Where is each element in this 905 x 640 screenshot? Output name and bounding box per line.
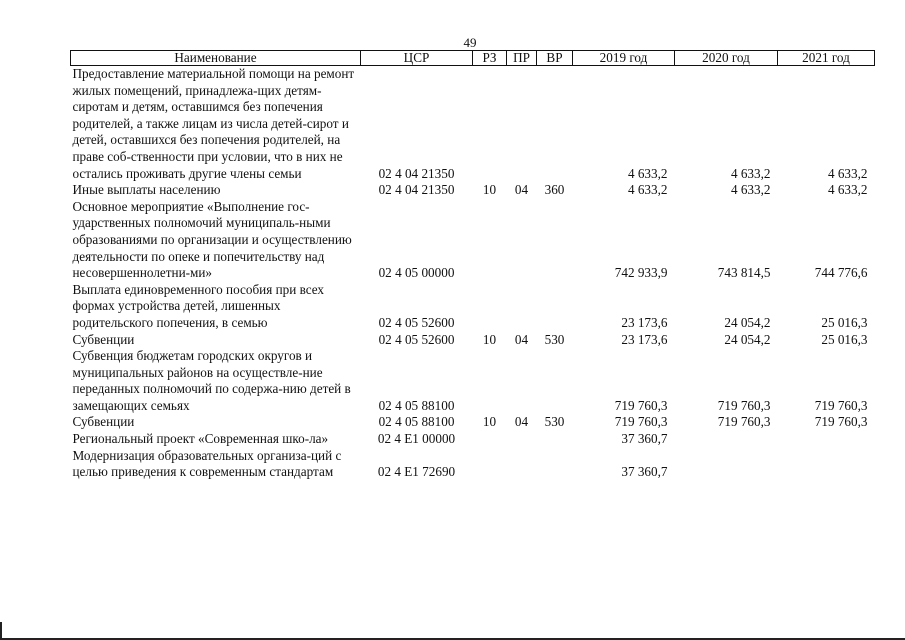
row-2020: 4 633,2 xyxy=(730,182,771,198)
row-rz xyxy=(473,431,507,448)
row-2021: 719 760,3 xyxy=(814,397,868,413)
row-vr xyxy=(537,348,573,414)
row-2019: 37 360,7 xyxy=(621,464,668,480)
row-pr xyxy=(507,199,537,282)
row-2019: 23 173,6 xyxy=(621,331,668,347)
row-2020 xyxy=(675,431,778,448)
row-rz xyxy=(473,66,507,183)
row-vr: 360 xyxy=(544,182,565,198)
table-body xyxy=(71,66,875,481)
header-csr: ЦСР xyxy=(361,51,473,66)
row-csr: 02 4 05 88100 xyxy=(378,397,455,413)
table-row xyxy=(71,448,875,481)
header-name: Наименование xyxy=(71,51,361,66)
row-name: Субвенции xyxy=(72,331,135,347)
row-csr: 02 4 04 21350 xyxy=(378,165,455,181)
header-rz: РЗ xyxy=(473,51,507,66)
table-row xyxy=(71,66,875,183)
table-row xyxy=(71,332,875,349)
header-2020: 2020 год xyxy=(675,51,778,66)
row-2021: 25 016,3 xyxy=(821,331,868,347)
row-name: Субвенции xyxy=(72,414,135,430)
row-pr: 04 xyxy=(514,414,529,430)
row-name: Основное мероприятие «Выполнение гос-ударственных полномочий муниципаль-ными образованиями по организации и осуществлению деятельности по опеке и попечительству над несовершеннолетни-ми» xyxy=(72,198,352,281)
row-2021: 25 016,3 xyxy=(821,314,868,330)
row-name: Выплата единовременного пособия при всех формах устройства детей, лишенных родительского попечения, в семью xyxy=(72,281,325,330)
row-pr xyxy=(507,282,537,332)
row-rz xyxy=(473,282,507,332)
header-pr: ПР xyxy=(507,51,537,66)
row-rz: 10 xyxy=(482,414,497,430)
page-left-border xyxy=(0,622,2,640)
header-vr: ВР xyxy=(537,51,573,66)
row-csr: 02 4 E1 00000 xyxy=(377,431,456,447)
row-2021: 744 776,6 xyxy=(814,265,868,281)
table-row xyxy=(71,348,875,414)
row-2019: 742 933,9 xyxy=(614,265,668,281)
row-2020: 743 814,5 xyxy=(717,265,771,281)
row-2021: 719 760,3 xyxy=(814,414,868,430)
row-2020: 24 054,2 xyxy=(724,314,771,330)
row-csr: 02 4 05 52600 xyxy=(378,314,455,330)
row-2020: 4 633,2 xyxy=(730,165,771,181)
row-name: Модернизация образовательных организа-ций с целью приведения к современным стандартам xyxy=(72,447,342,480)
row-2021 xyxy=(778,448,875,481)
row-csr: 02 4 04 21350 xyxy=(378,182,455,198)
row-name: Региональный проект «Современная шко-ла» xyxy=(72,431,329,447)
row-rz xyxy=(473,348,507,414)
row-vr xyxy=(537,66,573,183)
row-2020: 719 760,3 xyxy=(717,397,771,413)
row-csr: 02 4 05 88100 xyxy=(378,414,455,430)
table-row xyxy=(71,282,875,332)
row-pr xyxy=(507,448,537,481)
header-2019: 2019 год xyxy=(573,51,675,66)
row-2020 xyxy=(675,448,778,481)
row-rz: 10 xyxy=(482,331,497,347)
table-row xyxy=(71,414,875,431)
table-row xyxy=(71,431,875,448)
row-2020: 24 054,2 xyxy=(724,331,771,347)
row-vr xyxy=(537,199,573,282)
row-pr xyxy=(507,66,537,183)
row-2020: 719 760,3 xyxy=(717,414,771,430)
row-csr: 02 4 E1 72690 xyxy=(377,464,456,480)
row-2019: 4 633,2 xyxy=(627,165,668,181)
row-2021: 4 633,2 xyxy=(827,165,868,181)
row-rz: 10 xyxy=(482,182,497,198)
row-vr xyxy=(537,282,573,332)
row-2019: 719 760,3 xyxy=(614,397,668,413)
row-vr: 530 xyxy=(544,331,565,347)
row-name: Субвенция бюджетам городских округов и муниципальных районов на осуществле-ние переданных полномочий по содержа-нию детей в замещающих семьях xyxy=(72,348,351,413)
row-csr: 02 4 05 00000 xyxy=(378,265,455,281)
row-pr: 04 xyxy=(514,331,529,347)
budget-table xyxy=(70,50,875,481)
row-csr: 02 4 05 52600 xyxy=(378,331,455,347)
row-vr xyxy=(537,448,573,481)
row-vr: 530 xyxy=(544,414,565,430)
page-number: 49 xyxy=(463,35,477,50)
table-header xyxy=(71,51,875,66)
row-2019: 23 173,6 xyxy=(621,314,668,330)
table-row xyxy=(71,182,875,199)
row-2019: 37 360,7 xyxy=(621,431,668,447)
row-rz xyxy=(473,199,507,282)
row-pr xyxy=(507,348,537,414)
row-vr xyxy=(537,431,573,448)
row-pr xyxy=(507,431,537,448)
row-name: Предоставление материальной помощи на ремонт жилых помещений, принадлежа-щих детям-сиротам и детям, оставшимся без попечения родителей, а также лицам из числа детей-сирот и детей, оставшихся без попечения родителей, на праве соб-ственности при условии, что в них не остались проживать другие члены семьи xyxy=(72,66,355,181)
row-pr: 04 xyxy=(514,182,529,198)
header-2021: 2021 год xyxy=(778,51,875,66)
row-2019: 4 633,2 xyxy=(627,182,668,198)
row-2021 xyxy=(778,431,875,448)
table-row xyxy=(71,199,875,282)
row-2021: 4 633,2 xyxy=(827,182,868,198)
row-rz xyxy=(473,448,507,481)
row-name: Иные выплаты населению xyxy=(72,182,221,198)
row-2019: 719 760,3 xyxy=(614,414,668,430)
